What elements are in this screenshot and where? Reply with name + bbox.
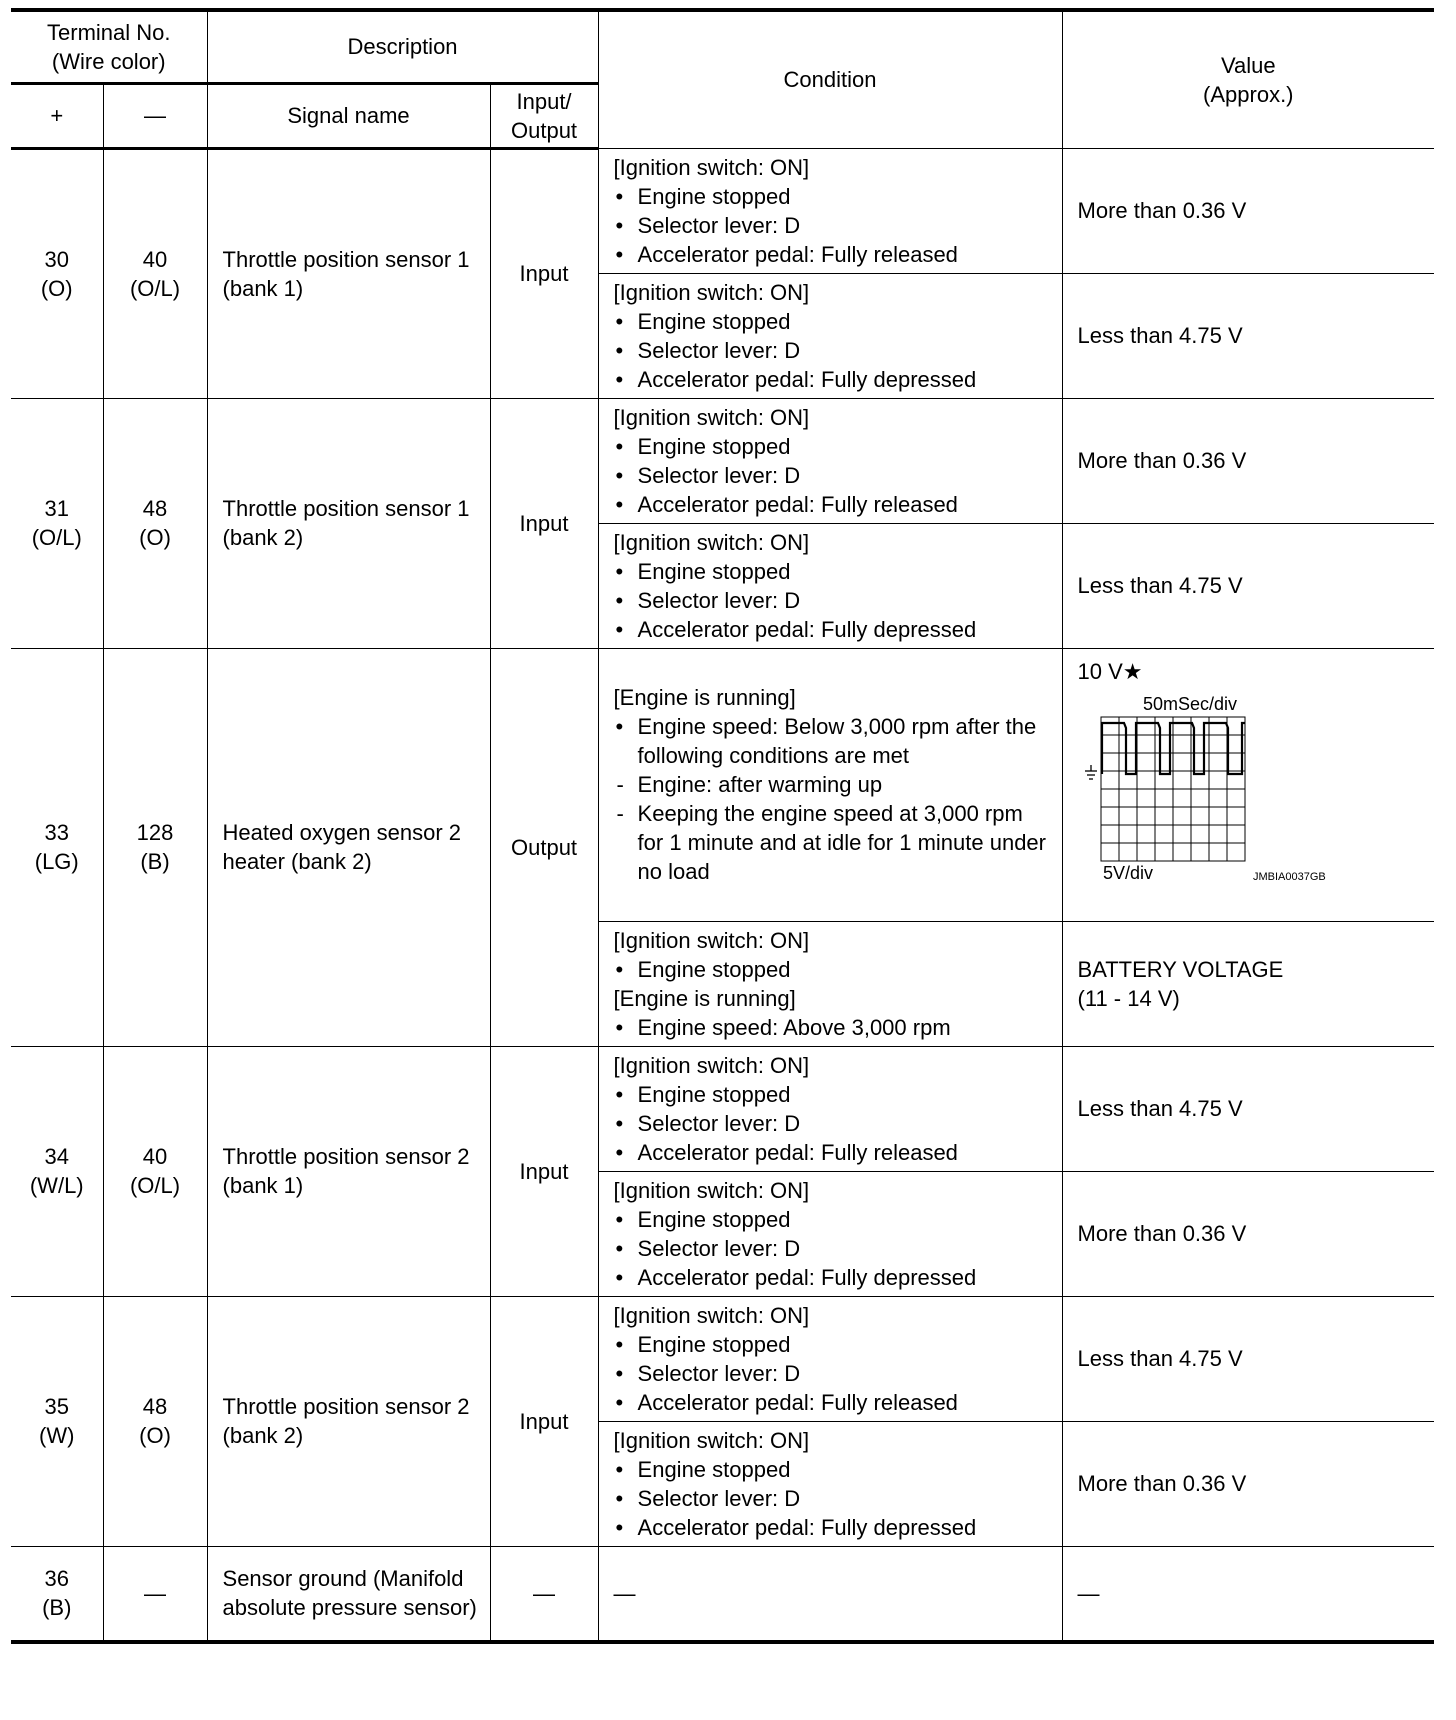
ground-cell — [103, 398, 207, 648]
condition-subitem: - Engine: after warming up — [614, 770, 1054, 799]
signal-name: Sensor ground (Manifold absolute pressure sensor) — [207, 1546, 490, 1642]
value-cell: More than 0.36 V — [1062, 148, 1434, 273]
condition-head: [Ignition switch: ON] — [613, 1302, 810, 1328]
condition-item: • Selector lever: D — [614, 1484, 1054, 1513]
terminal-cell — [11, 398, 103, 648]
terminal-number: 33 — [44, 820, 69, 845]
value-cell: More than 0.36 V — [1062, 1171, 1434, 1296]
figure-id: JMBIA0037GB — [1252, 870, 1326, 883]
header-value — [1062, 10, 1434, 148]
signal-name: Throttle position sensor 2 (bank 2) — [207, 1296, 490, 1546]
signal-name: Heated oxygen sensor 2 heater (bank 2) — [207, 648, 490, 1046]
table-row — [11, 1546, 1434, 1642]
io-type: Input — [490, 1296, 598, 1546]
terminal-wire-color: (W/L) — [29, 1173, 84, 1198]
condition-item: • Accelerator pedal: Fully depressed — [614, 1263, 1054, 1292]
value-cell: — — [1062, 1546, 1434, 1642]
condition-cell — [598, 398, 1062, 523]
condition-item: • Selector lever: D — [614, 1359, 1054, 1388]
ground-wire-color: (B) — [140, 849, 170, 874]
header-wire-color-label: (Wire color) — [51, 48, 166, 74]
value-cell: More than 0.36 V — [1062, 1421, 1434, 1546]
io-type: Input — [490, 148, 598, 398]
condition-cell: — — [598, 1546, 1062, 1642]
header-value-approx-label: (Approx.) — [1203, 81, 1294, 107]
header-terminal-no-label: Terminal No. — [47, 19, 171, 45]
terminal-cell — [11, 648, 103, 1046]
value-cell: More than 0.36 V — [1062, 398, 1434, 523]
condition-item: • Engine stopped — [614, 1205, 1054, 1234]
waveform-value-text: 10 V — [1077, 658, 1123, 684]
condition-item: • Engine speed: Above 3,000 rpm — [614, 1013, 1054, 1042]
condition-cell — [598, 648, 1062, 921]
ground-number: 40 — [142, 246, 168, 272]
condition-item: • Accelerator pedal: Fully depressed — [614, 1513, 1054, 1542]
condition-cell — [598, 1421, 1062, 1546]
terminal-cell — [11, 148, 103, 398]
header-input-output — [490, 83, 598, 148]
header-output-label: Output — [511, 117, 578, 143]
ground-number: 48 — [142, 496, 168, 521]
value-range: (11 - 14 V) — [1077, 985, 1180, 1011]
condition-item: • Selector lever: D — [614, 586, 1054, 615]
condition-cell — [598, 273, 1062, 398]
condition-item: • Selector lever: D — [614, 461, 1054, 490]
condition-item: • Accelerator pedal: Fully released — [614, 1138, 1054, 1167]
terminal-number: 35 — [44, 1394, 69, 1419]
value-cell — [1062, 921, 1434, 1046]
header-minus: — — [103, 83, 207, 148]
io-type: Input — [490, 398, 598, 648]
table-row — [11, 648, 1434, 921]
condition-item: • Engine stopped — [614, 182, 1054, 211]
condition-head: [Engine is running] — [613, 985, 796, 1011]
condition-head: [Ignition switch: ON] — [613, 154, 810, 180]
signal-name: Throttle position sensor 2 (bank 1) — [207, 1046, 490, 1296]
ground-cell — [103, 148, 207, 398]
header-value-label: Value — [1220, 52, 1276, 78]
star-icon: ★ — [1122, 658, 1143, 684]
waveform-value — [1078, 657, 1143, 686]
table-row — [11, 1046, 1434, 1171]
condition-item: • Engine stopped — [614, 307, 1054, 336]
ground-cell — [103, 1296, 207, 1546]
signal-name: Throttle position sensor 1 (bank 1) — [207, 148, 490, 398]
header-description: Description — [207, 10, 598, 83]
table-row — [11, 398, 1434, 523]
volt-div-label: 5V/div — [1102, 862, 1153, 883]
scope-grid — [1101, 717, 1245, 861]
condition-head: [Ignition switch: ON] — [613, 927, 810, 953]
ground-cell — [103, 1046, 207, 1296]
header-condition: Condition — [598, 10, 1062, 148]
value-cell: Less than 4.75 V — [1062, 1296, 1434, 1421]
condition-item: • Accelerator pedal: Fully released — [614, 490, 1054, 519]
ground-wire-color: (O) — [139, 525, 171, 550]
terminal-number: 36 — [44, 1566, 69, 1592]
terminal-cell — [11, 1546, 103, 1642]
condition-item: • Engine stopped — [614, 432, 1054, 461]
condition-head: [Ignition switch: ON] — [613, 1427, 810, 1453]
condition-item: • Selector lever: D — [614, 1109, 1054, 1138]
terminal-spec-table — [11, 8, 1434, 1644]
terminal-cell — [11, 1046, 103, 1296]
terminal-wire-color: (LG) — [34, 849, 79, 874]
value-text: BATTERY VOLTAGE — [1077, 956, 1284, 982]
condition-head: [Ignition switch: ON] — [613, 529, 810, 555]
header-input-label: Input/ — [516, 88, 572, 114]
oscilloscope-waveform — [1073, 695, 1363, 911]
header-plus: + — [11, 83, 103, 148]
condition-item: • Engine stopped — [614, 955, 1054, 984]
condition-item: • Selector lever: D — [614, 211, 1054, 240]
condition-subitem: - Keeping the engine speed at 3,000 rpm for 1 minute and at idle for 1 minute under no load — [614, 799, 1054, 886]
io-type: Output — [490, 648, 598, 1046]
condition-item: • Engine stopped — [614, 1455, 1054, 1484]
condition-head: [Engine is running] — [613, 685, 796, 710]
condition-cell — [598, 523, 1062, 648]
condition-cell — [598, 1296, 1062, 1421]
value-cell: Less than 4.75 V — [1062, 1046, 1434, 1171]
condition-cell — [598, 1046, 1062, 1171]
condition-item: • Accelerator pedal: Fully released — [614, 240, 1054, 269]
terminal-number: 30 — [44, 246, 69, 272]
ground-wire-color: (O) — [139, 1423, 171, 1448]
condition-head: [Ignition switch: ON] — [613, 1052, 810, 1078]
condition-item: • Engine speed: Below 3,000 rpm after the following conditions are met — [614, 712, 1054, 770]
condition-cell — [598, 921, 1062, 1046]
condition-head: [Ignition switch: ON] — [613, 404, 810, 430]
terminal-wire-color: (W) — [39, 1423, 75, 1448]
condition-item: • Selector lever: D — [614, 336, 1054, 365]
ground-number: 48 — [142, 1394, 168, 1419]
terminal-wire-color: (O) — [40, 275, 73, 301]
ground-cell — [103, 648, 207, 1046]
io-type: — — [490, 1546, 598, 1642]
condition-item: • Engine stopped — [614, 1330, 1054, 1359]
ground-cell: — — [103, 1546, 207, 1642]
condition-head: [Ignition switch: ON] — [613, 279, 810, 305]
io-type: Input — [490, 1046, 598, 1296]
table-row — [11, 1296, 1434, 1421]
condition-item: • Accelerator pedal: Fully depressed — [614, 615, 1054, 644]
waveform-cell — [1062, 648, 1434, 921]
condition-item: • Accelerator pedal: Fully depressed — [614, 365, 1054, 394]
terminal-number: 34 — [44, 1144, 69, 1169]
condition-cell — [598, 1171, 1062, 1296]
ground-wire-color: (O/L) — [129, 275, 181, 301]
condition-item: • Accelerator pedal: Fully released — [614, 1388, 1054, 1417]
ground-number: 128 — [136, 820, 174, 845]
ground-wire-color: (O/L) — [129, 1173, 181, 1198]
value-cell: Less than 4.75 V — [1062, 523, 1434, 648]
header-signal-name: Signal name — [207, 83, 490, 148]
condition-item: • Engine stopped — [614, 1080, 1054, 1109]
condition-item: • Selector lever: D — [614, 1234, 1054, 1263]
terminal-wire-color: (B) — [42, 1595, 72, 1621]
signal-name: Throttle position sensor 1 (bank 2) — [207, 398, 490, 648]
table-row — [11, 148, 1434, 273]
condition-item: • Engine stopped — [614, 557, 1054, 586]
header-terminal-no — [11, 10, 207, 83]
terminal-wire-color: (O/L) — [31, 525, 82, 550]
condition-head: [Ignition switch: ON] — [613, 1177, 810, 1203]
time-div-label: 50mSec/div — [1142, 694, 1237, 714]
value-cell: Less than 4.75 V — [1062, 273, 1434, 398]
ground-icon — [1085, 765, 1097, 779]
condition-cell — [598, 148, 1062, 273]
terminal-number: 31 — [44, 496, 69, 521]
terminal-cell — [11, 1296, 103, 1546]
ground-number: 40 — [142, 1144, 168, 1169]
